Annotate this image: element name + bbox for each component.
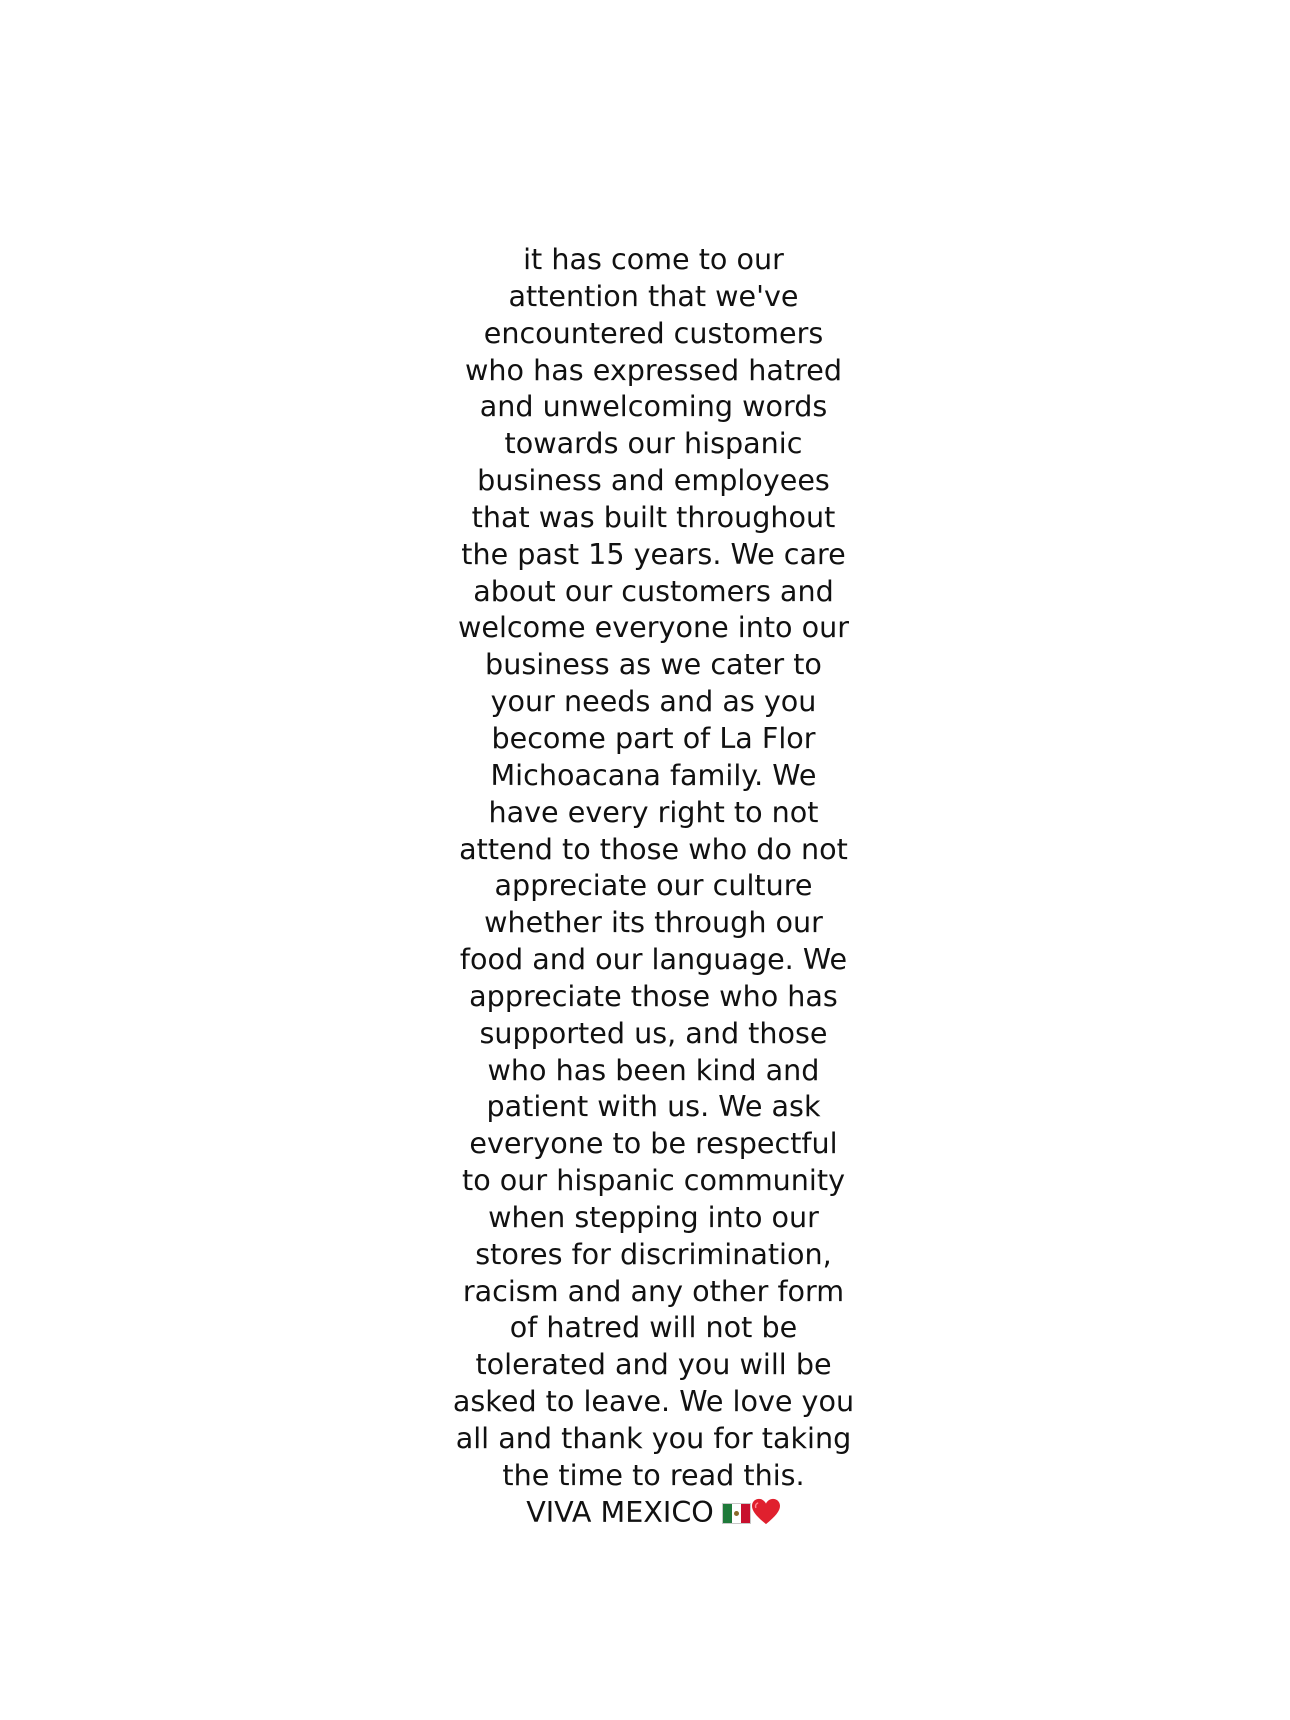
statement-line: attention that we've xyxy=(508,278,799,313)
statement-line: and unwelcoming words xyxy=(479,389,828,424)
statement-line: whether its through our xyxy=(484,905,823,940)
statement-line: towards our hispanic xyxy=(504,426,803,461)
statement-line: become part of La Flor xyxy=(491,720,816,755)
statement-line: when stepping into our xyxy=(488,1199,819,1234)
closing-line xyxy=(0,1494,1290,1531)
statement-line: it has come to our xyxy=(523,242,784,276)
statement-line: encountered customers xyxy=(483,315,824,350)
statement-line: attend to those who do not xyxy=(459,831,848,866)
statement-line: the past 15 years. We care xyxy=(461,536,846,571)
statement-line: business and employees xyxy=(477,463,830,498)
mexico-flag-icon xyxy=(722,1503,751,1524)
statement-line: that was built throughout xyxy=(471,499,836,534)
statement-line: Michoacana family. We xyxy=(490,757,817,792)
statement-line: who has been kind and xyxy=(487,1052,820,1087)
statement-line: food and our language. We xyxy=(459,942,848,977)
statement-line: everyone to be respectful xyxy=(469,1126,838,1161)
statement-line: who has expressed hatred xyxy=(465,352,842,387)
statement-line: patient with us. We ask xyxy=(486,1089,821,1124)
closing-text: VIVA MEXICO xyxy=(526,1494,714,1529)
statement-line: of hatred will not be xyxy=(509,1310,798,1345)
statement-line: all and thank you for taking xyxy=(455,1421,852,1455)
statement-line: supported us, and those xyxy=(479,1015,828,1050)
statement-line: racism and any other form xyxy=(462,1273,845,1308)
statement-line: welcome everyone into our xyxy=(458,610,849,645)
statement-line: appreciate those who has xyxy=(469,978,838,1013)
statement-text xyxy=(0,241,1290,1531)
statement-line: about our customers and xyxy=(473,573,834,608)
statement-line: stores for discrimination, xyxy=(475,1236,832,1271)
statement-line: your needs and as you xyxy=(490,684,817,719)
statement-line: the time to read this. xyxy=(502,1457,805,1492)
statement-line: to our hispanic community xyxy=(461,1163,845,1198)
statement-line: appreciate our culture xyxy=(494,868,813,903)
statement-line: asked to leave. We love you xyxy=(452,1384,855,1419)
red-heart-icon xyxy=(751,1498,781,1526)
statement-line: have every right to not xyxy=(488,794,819,829)
statement-line: business as we cater to xyxy=(485,647,822,682)
statement-line: tolerated and you will be xyxy=(475,1347,832,1382)
